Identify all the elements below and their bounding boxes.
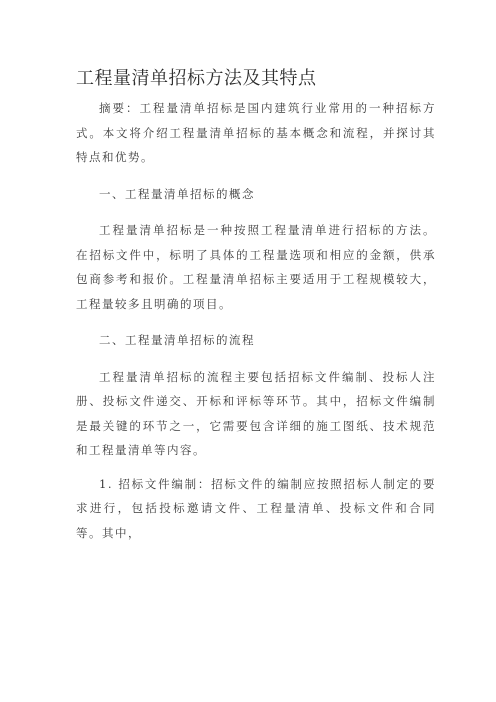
section-2-paragraph: 工程量清单招标的流程主要包括招标文件编制、投标人注册、投标文件递交、开标和评标等环节。其中，招标文件编制是最关键的环节之一，它需要包含详细的施工图纸、技术规范和工程量清单等内容。 bbox=[76, 369, 436, 457]
abstract-paragraph: 摘要：工程量清单招标是国内建筑行业常用的一种招标方式。本文将介绍工程量清单招标的基本概念和流程，并探讨其特点和优势。 bbox=[76, 101, 436, 164]
section-2-heading: 二、工程量清单招标的流程 bbox=[99, 333, 255, 347]
section-1-paragraph: 工程量清单招标是一种按照工程量清单进行招标的方法。在招标文件中，标明了具体的工程量选项和相应的金额，供承包商参考和报价。工程量清单招标主要适用于工程规模较大，工程量较多且明确的项目。 bbox=[76, 223, 436, 311]
document-body bbox=[76, 96, 436, 545]
section-1-heading: 一、工程量清单招标的概念 bbox=[99, 186, 255, 201]
document-title: 工程量清单招标方法及其特点 bbox=[76, 68, 317, 89]
section-2-item-1: 1. 招标文件编制：招标文件的编制应按照招标人制定的要求进行，包括投标邀请文件、工程量清单、投标文件和合同等。其中， bbox=[76, 476, 436, 540]
